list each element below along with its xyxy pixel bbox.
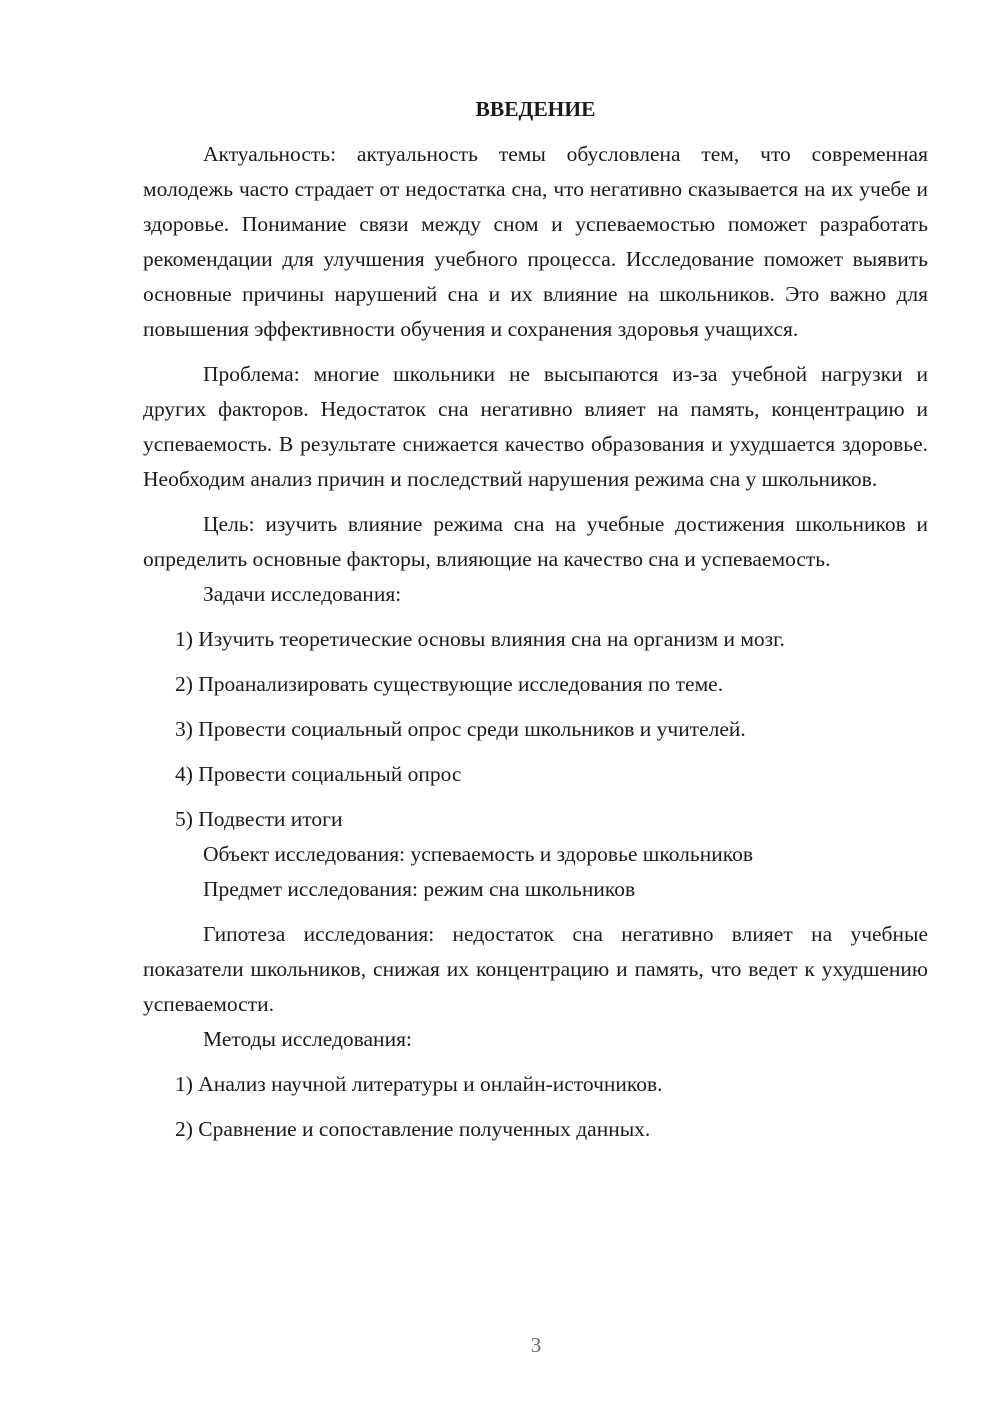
list-item: 1) Анализ научной литературы и онлайн-источников. <box>175 1072 663 1096</box>
section-title: ВВЕДЕНИЕ <box>475 97 596 121</box>
paragraph-subject: Предмет исследования: режим сна школьников <box>203 877 636 901</box>
tasks-list <box>143 622 928 837</box>
paragraph-hypothesis: Гипотеза исследования: недостаток сна негативно влияет на учебные показатели школьников, снижая их концентрацию и память, что ведет к ухудшению успеваемости. <box>143 922 928 1016</box>
paragraph-relevance: Актуальность: актуальность темы обусловлена тем, что современная молодежь часто страдает от недостатка сна, что негативно сказывается на их учебе и здоровье. Понимание связи между сном и успеваемостью поможет разработать рекомендации для улучшения учебного процесса. Исследование поможет выявить основные причины нарушений сна и их влияние на школьников. Это важно для повышения эффективности обучения и сохранения здоровья учащихся. <box>143 142 928 341</box>
paragraph-object: Объект исследования: успеваемость и здоровье школьников <box>203 842 753 866</box>
tasks-heading: Задачи исследования: <box>203 582 402 606</box>
list-item: 3) Провести социальный опрос среди школьников и учителей. <box>175 717 746 741</box>
list-item: 2) Сравнение и сопоставление полученных данных. <box>175 1117 651 1141</box>
methods-list <box>143 1067 928 1147</box>
list-item: 1) Изучить теоретические основы влияния сна на организм и мозг. <box>175 627 785 651</box>
list-item: 2) Проанализировать существующие исследования по теме. <box>175 672 724 696</box>
methods-heading: Методы исследования: <box>203 1027 412 1051</box>
page-number: 3 <box>530 1333 542 1357</box>
paragraph-goal: Цель: изучить влияние режима сна на учебные достижения школьников и определить основные факторы, влияющие на качество сна и успеваемость. <box>143 512 928 571</box>
list-item: 4) Провести социальный опрос <box>175 762 462 786</box>
list-item: 5) Подвести итоги <box>175 807 343 831</box>
document-page <box>143 92 928 1147</box>
paragraph-problem: Проблема: многие школьники не высыпаются из-за учебной нагрузки и других факторов. Недостаток сна негативно влияет на память, концентрацию и успеваемость. В результате снижается качество образования и ухудшается здоровье. Необходим анализ причин и последствий нарушения режима сна у школьников. <box>143 362 928 491</box>
